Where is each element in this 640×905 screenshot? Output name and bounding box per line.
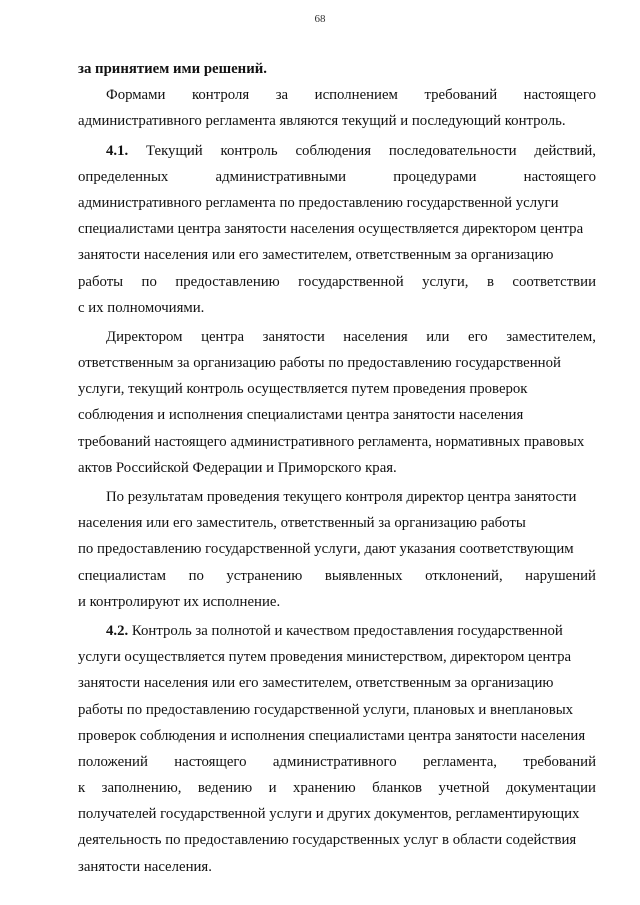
text-line: 4.2. Контроль за полнотой и качеством предоставления государственной [106,622,563,639]
text-line: деятельность по предоставлению государственных услуг в области содействия [78,832,577,849]
section-heading-tail: за принятием ими решений. [78,61,267,77]
text-line: занятости населения или его заместителем, ответственным за организацию [78,247,554,264]
page-number: 68 [314,13,326,25]
text-line: работы по предоставлению государственной услуги, плановых и внеплановых [78,701,574,718]
text-line: специалистам по устранению выявленных отклонений, нарушений [78,567,596,584]
document-body [78,56,596,880]
text-line: положений настоящего административного регламента, требований [78,753,596,770]
text-line: и контролируют их исполнение. [78,593,281,610]
paragraph-section-4-1 [78,138,596,321]
text-line: определенных административными процедурами настоящего [78,168,596,185]
text-line: услуги, текущий контроль осуществляется путем проведения проверок [78,381,528,398]
text-line: проверок соблюдения и исполнения специалистами центра занятости населения [78,727,586,744]
text-line: получателей государственной услуги и других документов, регламентирующих [78,806,580,823]
section-number: 4.2. [106,622,129,639]
text-line: с их полномочиями. [78,299,205,316]
text-line: актов Российской Федерации и Приморского края. [78,459,397,476]
text-line: требований настоящего административного регламента, нормативных правовых [78,433,585,450]
text-line: 4.1. Текущий контроль соблюдения последовательности действий, [78,138,596,164]
text-line: соблюдения и исполнения специалистами центра занятости населения [78,407,524,424]
text-line: ответственным за организацию работы по предоставлению государственной [78,355,561,372]
text-line: по предоставлению государственной услуги, дают указания соответствующим [78,541,574,558]
text-line: специалистами центра занятости населения осуществляется директором центра [78,221,584,238]
paragraph-section-4-2 [78,618,596,880]
text-line: По результатам проведения текущего контроля директор центра занятости [106,489,577,505]
text-line: населения или его заместитель, ответственный за организацию работы [78,515,526,532]
text-line: услуги осуществляется путем проведения министерством, директором центра [78,649,572,666]
text-line: к заполнению, ведению и хранению бланков учетной документации [78,780,596,797]
text-line: Директором центра занятости населения или его заместителем, [106,328,596,345]
paragraph-director-control [78,324,596,481]
text-line: Формами контроля за исполнением требований настоящего [106,87,596,104]
paragraph-results-of-control [78,484,596,615]
text-line: занятости населения или его заместителем, ответственным за организацию [78,675,554,692]
paragraph-forms-of-control [78,82,596,134]
text-line: занятости населения. [78,858,212,875]
section-number: 4.1. [106,142,129,159]
text-line: административного регламента являются текущий и последующий контроль. [78,113,566,130]
text-line: административного регламента по предоставлению государственной услуги [78,194,559,211]
text-line: работы по предоставлению государственной услуги, в соответствии [78,273,596,290]
